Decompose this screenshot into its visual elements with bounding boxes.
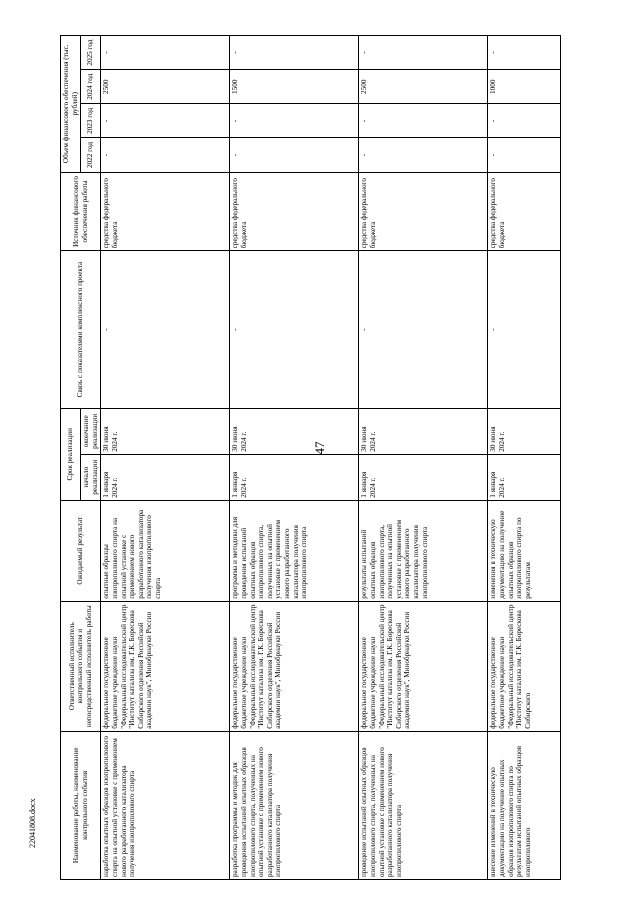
cell-2024: 2500 — [359, 70, 488, 104]
cell-source: средства федерального бюджета — [230, 172, 359, 251]
cell-2023: - — [101, 104, 230, 138]
header-period-end: окончание реализации — [81, 408, 101, 454]
cell-2024: 2500 — [101, 70, 230, 104]
header-source: Источник финансового обеспечения работы — [61, 172, 101, 251]
cell-start: 1 января 2024 г. — [230, 454, 359, 500]
table-row — [230, 36, 359, 880]
cell-source: средства федерального бюджета — [488, 172, 561, 251]
cell-2022: - — [488, 138, 561, 172]
work-plan-table — [60, 35, 561, 880]
cell-end: 30 июня 2024 г. — [359, 408, 488, 454]
cell-link: - — [488, 251, 561, 409]
table-row — [101, 36, 230, 880]
header-expected: Ожидаемый результат — [61, 500, 101, 601]
header-name: Наименование работы, наименование контрольного события — [61, 731, 101, 879]
header-finance: Объем финансового обеспечения (тыс. рублей) — [61, 36, 81, 173]
document-id: 22041808.docx — [28, 798, 37, 848]
cell-end: 30 июня 2024 г. — [230, 408, 359, 454]
cell-responsible: федеральное государственное бюджетное учреждение науки "Федеральный исследовательский центр "Институт катализа им. Г.К. Борескова Сибирского отделения Российской академии наук", Минобрнауки России — [101, 601, 230, 731]
cell-start: 1 января 2024 г. — [488, 454, 561, 500]
cell-end: 30 июня 2024 г. — [101, 408, 230, 454]
header-link: Связь с показателями комплексного проекта — [61, 251, 101, 409]
table-row — [359, 36, 488, 880]
cell-expected: опытные образцы изопропилового спирта на опытной установке с применением нового разработанного катализатора получения изопропилового спирта — [101, 500, 230, 601]
header-responsible: Ответственный исполнитель контрольного события и непосредственный исполнитель работы — [61, 601, 101, 731]
cell-2025: - — [230, 36, 359, 70]
cell-link: - — [101, 251, 230, 409]
cell-name: разработка программы и методик для проведения испытаний опытных образцов изопропилового спирта, полученных на опытной установке с применением нового разработанного катализатора получения изопропилового спирта — [230, 731, 359, 879]
cell-source: средства федерального бюджета — [101, 172, 230, 251]
cell-2024: 1500 — [230, 70, 359, 104]
cell-2024: 1000 — [488, 70, 561, 104]
table-row — [488, 36, 561, 880]
cell-expected: результаты испытаний опытных образцов изопропилового спирта, полученных на опытной установке с применением нового разработанного катализатора получения изопропилового спирта — [359, 500, 488, 601]
cell-start: 1 января 2024 г. — [359, 454, 488, 500]
cell-source: средства федерального бюджета — [359, 172, 488, 251]
header-period-start: начало реализации — [81, 454, 101, 500]
cell-name: проведение испытаний опытных образцов изопропилового спирта, полученных на опытной установке с применением нового разработанного катализатора получения изопропилового спирта — [359, 731, 488, 879]
header-year-2023: 2023 год — [81, 104, 101, 138]
cell-2025: - — [488, 36, 561, 70]
cell-link: - — [359, 251, 488, 409]
header-period: Срок реализации — [61, 408, 81, 500]
cell-2022: - — [101, 138, 230, 172]
cell-expected: изменения в техническую документацию на получение опытных образцов изопропилового спирта по результатам — [488, 500, 561, 601]
header-year-2025: 2025 год — [81, 36, 101, 70]
cell-2023: - — [488, 104, 561, 138]
cell-2022: - — [359, 138, 488, 172]
cell-2023: - — [359, 104, 488, 138]
rotated-table-area — [60, 35, 625, 880]
page-number: 47 — [312, 441, 327, 455]
header-year-2022: 2022 год — [81, 138, 101, 172]
cell-expected: программа и методики для проведения испытаний опытных образцов изопропилового спирта, полученных на опытной установке с применением нового разработанного катализатора получения изопропилового спирта — [230, 500, 359, 601]
cell-responsible: федеральное государственное бюджетное учреждение науки "Федеральный исследовательский центр "Институт катализа им. Г.К. Борескова Сибирского отделения Российской академии наук", Минобрнауки России — [230, 601, 359, 731]
cell-2025: - — [359, 36, 488, 70]
header-year-2024: 2024 год — [81, 70, 101, 104]
cell-link: - — [230, 251, 359, 409]
cell-name: внесение изменений в техническую документацию на получение опытных образцов изопропилового спирта по результатам испытаний опытных образцов изопропилового — [488, 731, 561, 879]
cell-responsible: федеральное государственное бюджетное учреждение науки "Федеральный исследовательский центр "Институт катализа им. Г.К. Борескова Сибирского отделения Российской академии наук", Минобрнауки России — [359, 601, 488, 731]
cell-2023: - — [230, 104, 359, 138]
cell-responsible: федеральное государственное бюджетное учреждение науки "Федеральный исследовательский центр "Институт катализа им. Г.К. Борескова Сибирского — [488, 601, 561, 731]
cell-name: наработка опытных образцов изопропилового спирта на опытной установке с применением нового разработанного катализатора получения изопропилового спирта — [101, 731, 230, 879]
cell-2022: - — [230, 138, 359, 172]
cell-2025: - — [101, 36, 230, 70]
cell-start: 1 января 2024 г. — [101, 454, 230, 500]
cell-end: 30 июня 2024 г. — [488, 408, 561, 454]
